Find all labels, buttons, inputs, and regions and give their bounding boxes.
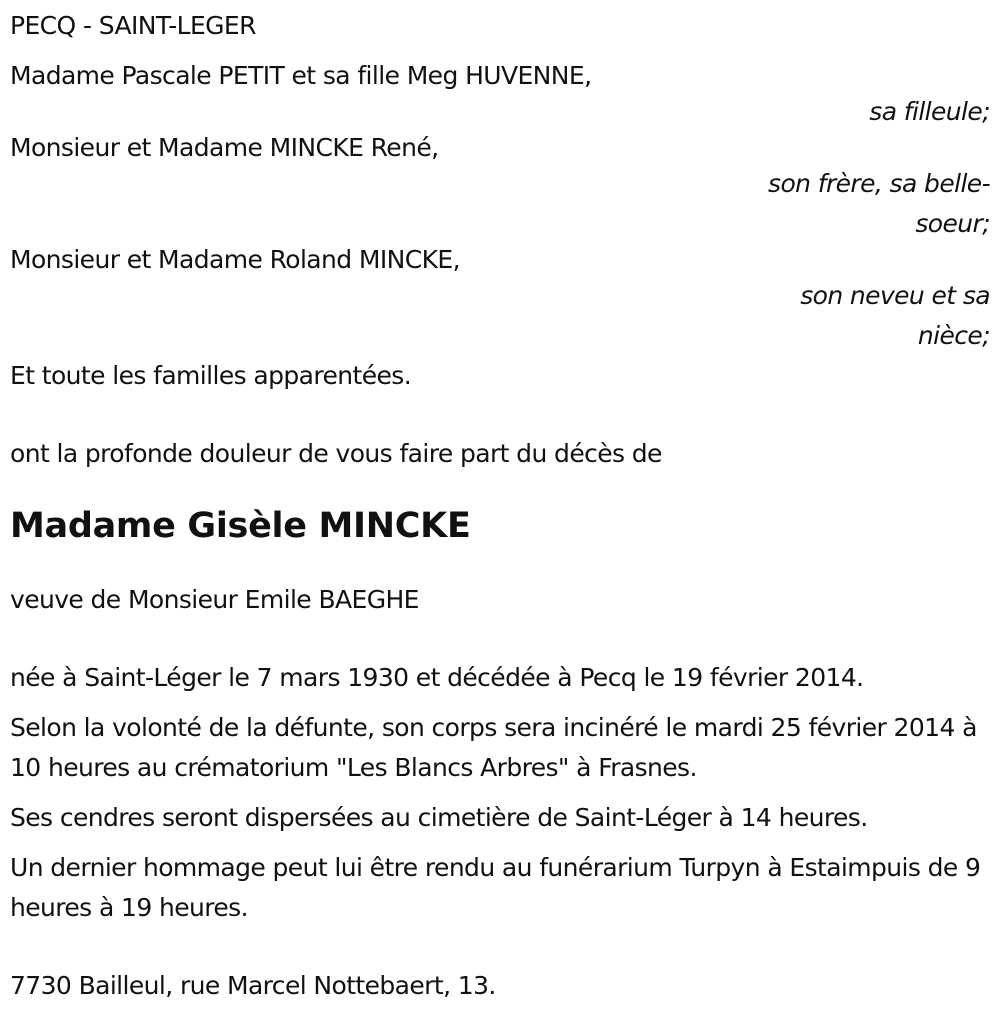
family-member-3-relation: son neveu et sa nièce; bbox=[800, 281, 990, 350]
family-member-2-relation: son frère, sa belle-soeur; bbox=[768, 169, 990, 238]
address-text: 7730 Bailleul, rue Marcel Nottebaert, 13. bbox=[10, 971, 496, 1000]
family-member-2-name: Monsieur et Madame MINCKE René, bbox=[10, 133, 439, 162]
birth-death-text: née à Saint-Léger le 7 mars 1930 et décédée à Pecq le 19 février 2014. bbox=[10, 663, 864, 692]
ashes-text: Ses cendres seront dispersées au cimetière de Saint-Léger à 14 heures. bbox=[10, 803, 868, 832]
family-member-1-relation: sa filleule; bbox=[869, 97, 990, 126]
obituary-notice bbox=[10, 6, 990, 1006]
announcement-text: ont la profonde douleur de vous faire part du décès de bbox=[10, 439, 662, 468]
cremation-text: Selon la volonté de la défunte, son corps sera incinéré le mardi 25 février 2014 à 10 heures au crématorium "Les Blancs Arbres" à Frasnes. bbox=[10, 713, 977, 782]
tribute-text: Un dernier hommage peut lui être rendu au funérarium Turpyn à Estaimpuis de 9 heures à 19 heures. bbox=[10, 853, 981, 922]
location-header: PECQ - SAINT-LEGER bbox=[10, 11, 256, 40]
widow-of-text: veuve de Monsieur Emile BAEGHE bbox=[10, 585, 419, 614]
deceased-name: Madame Gisèle MINCKE bbox=[10, 506, 471, 546]
families-line: Et toute les familles apparentées. bbox=[10, 361, 412, 390]
family-member-1-name: Madame Pascale PETIT et sa fille Meg HUVENNE, bbox=[10, 61, 592, 90]
family-member-3-name: Monsieur et Madame Roland MINCKE, bbox=[10, 245, 460, 274]
